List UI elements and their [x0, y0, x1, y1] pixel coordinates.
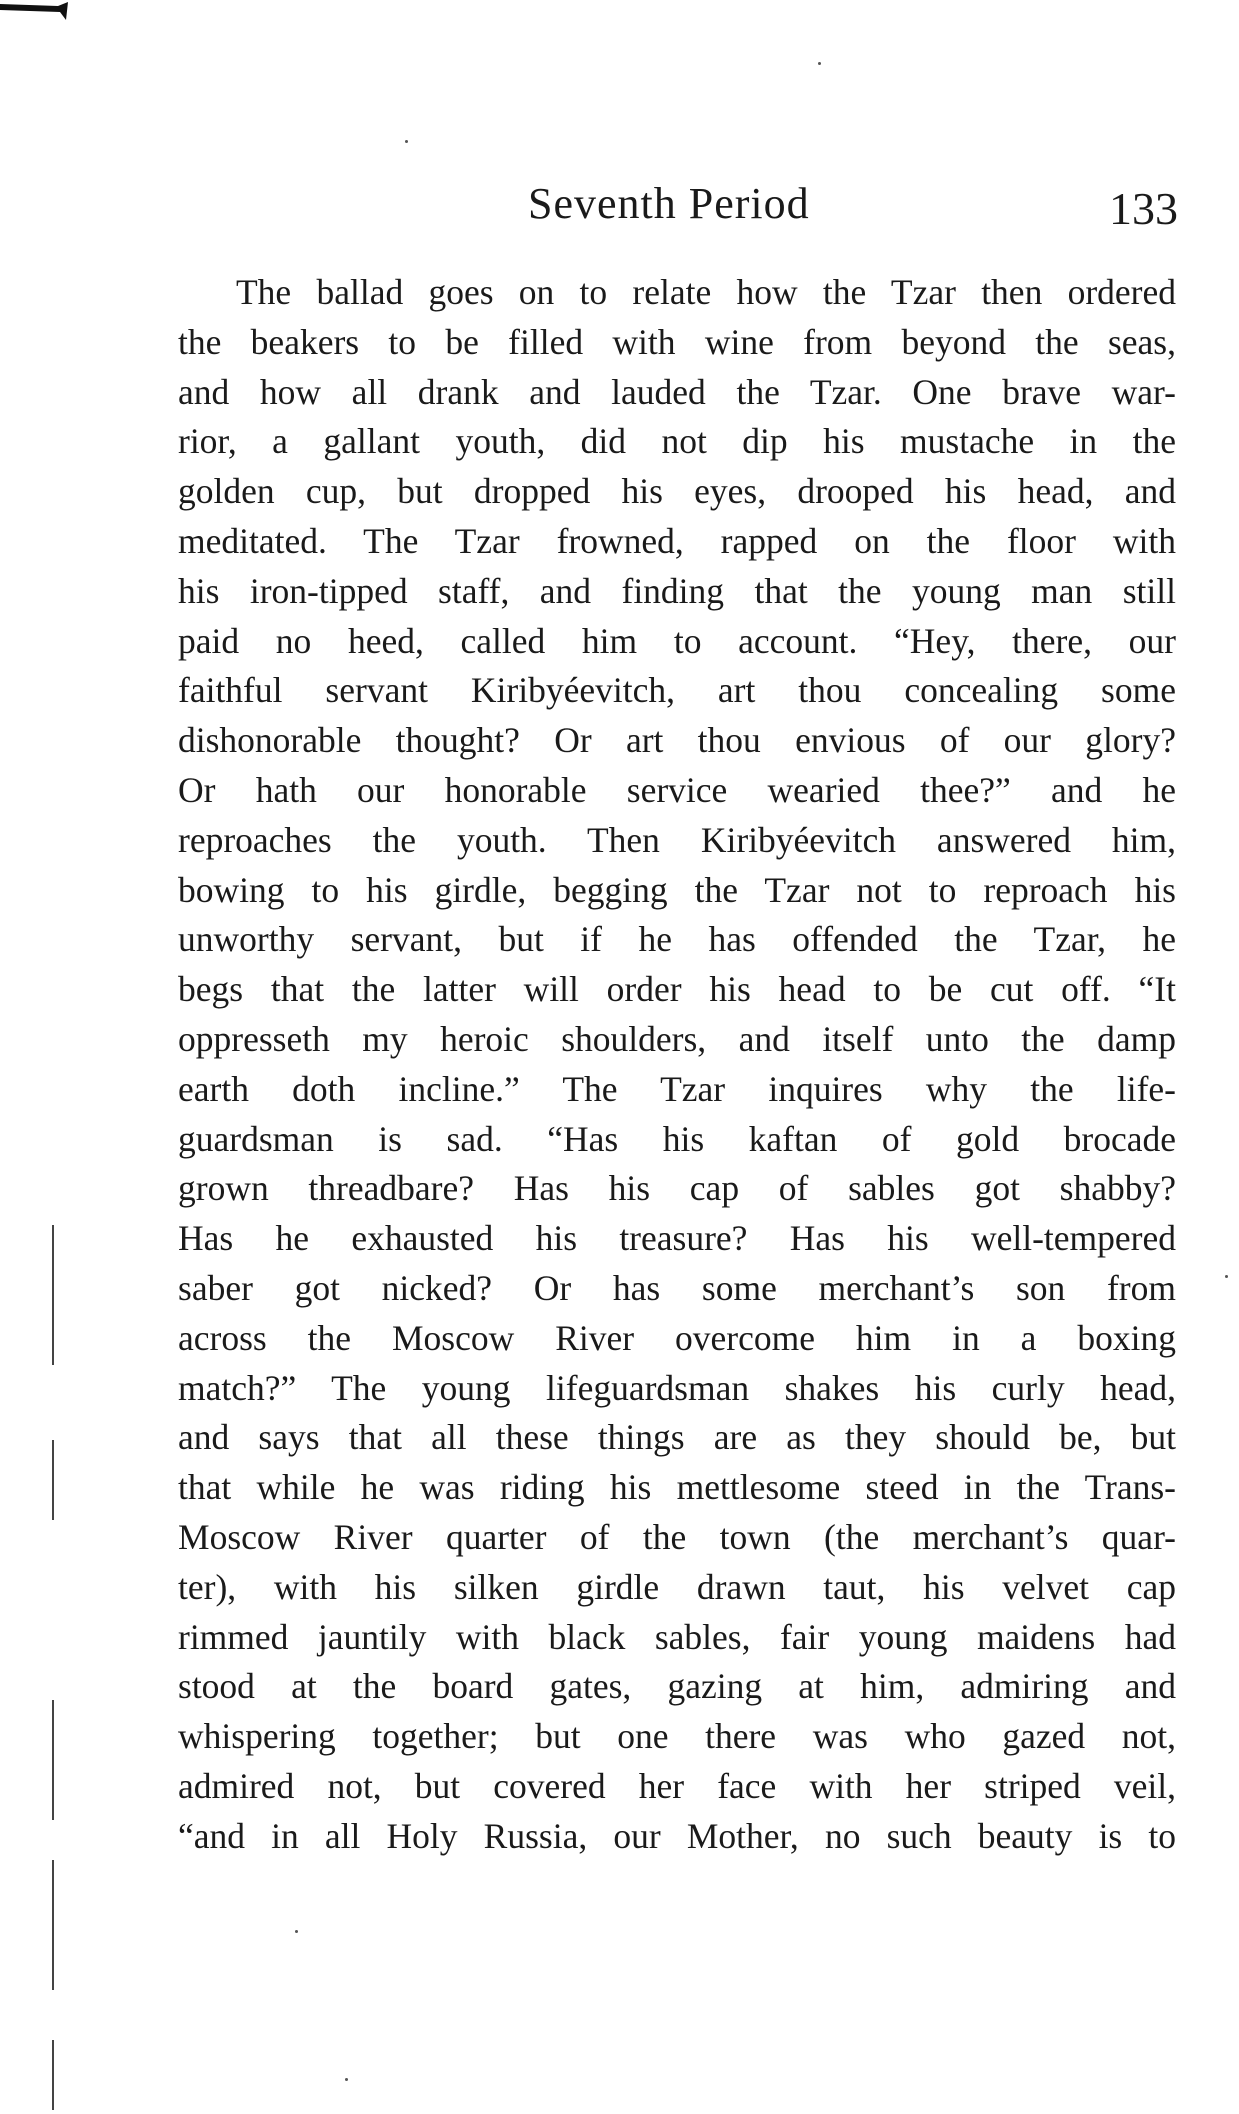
text-line: across the Moscow River overcome him in a boxing: [178, 1317, 1176, 1358]
text-line: bowing to his girdle, begging the Tzar not to reproach his: [178, 869, 1176, 910]
text-line: match?” The young lifeguardsman shakes his curly head,: [178, 1367, 1176, 1408]
running-head: Seventh Period: [528, 179, 810, 228]
scan-speck: [818, 62, 821, 65]
scan-corner-mark: [0, 0, 70, 22]
scan-margin-line: [52, 1225, 54, 1365]
scan-speck: [345, 2078, 348, 2081]
text-line: dishonorable thought? Or art thou envious of our glory?: [178, 720, 1176, 761]
text-line: begs that the latter will order his head to be cut off. “It: [178, 969, 1176, 1010]
text-line: “and in all Holy Russia, our Mother, no such beauty is to: [178, 1815, 1176, 1856]
scan-speck: [1225, 1275, 1228, 1278]
text-line: grown threadbare? Has his cap of sables got shabby?: [178, 1168, 1176, 1209]
text-line: and how all drank and lauded the Tzar. One brave war-: [178, 371, 1176, 412]
text-line: that while he was riding his mettlesome steed in the Trans-: [178, 1467, 1176, 1508]
text-line: earth doth incline.” The Tzar inquires why the life-: [178, 1068, 1176, 1109]
scan-speck: [405, 140, 408, 143]
text-line: Has he exhausted his treasure? Has his well-tempered: [178, 1218, 1176, 1259]
scan-margin-line: [52, 1860, 54, 1990]
text-line: paid no heed, called him to account. “Hey, there, our: [178, 620, 1176, 661]
text-line: the beakers to be filled with wine from beyond the seas,: [178, 321, 1176, 362]
text-line: Or hath our honorable service wearied thee?” and he: [178, 769, 1176, 810]
text-line: Moscow River quarter of the town (the merchant’s quar-: [178, 1516, 1176, 1557]
scan-margin-line: [52, 2040, 54, 2110]
scan-speck: [295, 1930, 298, 1933]
text-line: meditated. The Tzar frowned, rapped on the floor with: [178, 520, 1176, 561]
text-line: admired not, but covered her face with her striped veil,: [178, 1765, 1176, 1806]
text-line: faithful servant Kiribyéevitch, art thou concealing some: [178, 670, 1176, 711]
page-header: [178, 168, 1178, 238]
text-line: rior, a gallant youth, did not dip his mustache in the: [178, 421, 1176, 462]
text-line: guardsman is sad. “Has his kaftan of gold brocade: [178, 1118, 1176, 1159]
scan-margin-line: [52, 1440, 54, 1520]
text-line: golden cup, but dropped his eyes, drooped his head, and: [178, 471, 1176, 512]
text-line: oppresseth my heroic shoulders, and itself unto the damp: [178, 1018, 1176, 1059]
text-line: his iron-tipped staff, and finding that the young man still: [178, 570, 1176, 611]
text-line: rimmed jauntily with black sables, fair young maidens had: [178, 1616, 1176, 1657]
body-paragraph: [178, 268, 1176, 1862]
text-line: whispering together; but one there was who gazed not,: [178, 1716, 1176, 1757]
text-line: stood at the board gates, gazing at him, admiring and: [178, 1666, 1176, 1707]
text-line: saber got nicked? Or has some merchant’s son from: [178, 1267, 1176, 1308]
text-line: and says that all these things are as they should be, but: [178, 1417, 1176, 1458]
page-number: 133: [1109, 183, 1178, 234]
text-line: ter), with his silken girdle drawn taut, his velvet cap: [178, 1566, 1176, 1607]
text-line: reproaches the youth. Then Kiribyéevitch answered him,: [178, 819, 1176, 860]
text-line: The ballad goes on to relate how the Tzar then ordered: [236, 272, 1176, 312]
text-line: unworthy servant, but if he has offended the Tzar, he: [178, 919, 1176, 960]
scan-margin-line: [52, 1700, 54, 1820]
